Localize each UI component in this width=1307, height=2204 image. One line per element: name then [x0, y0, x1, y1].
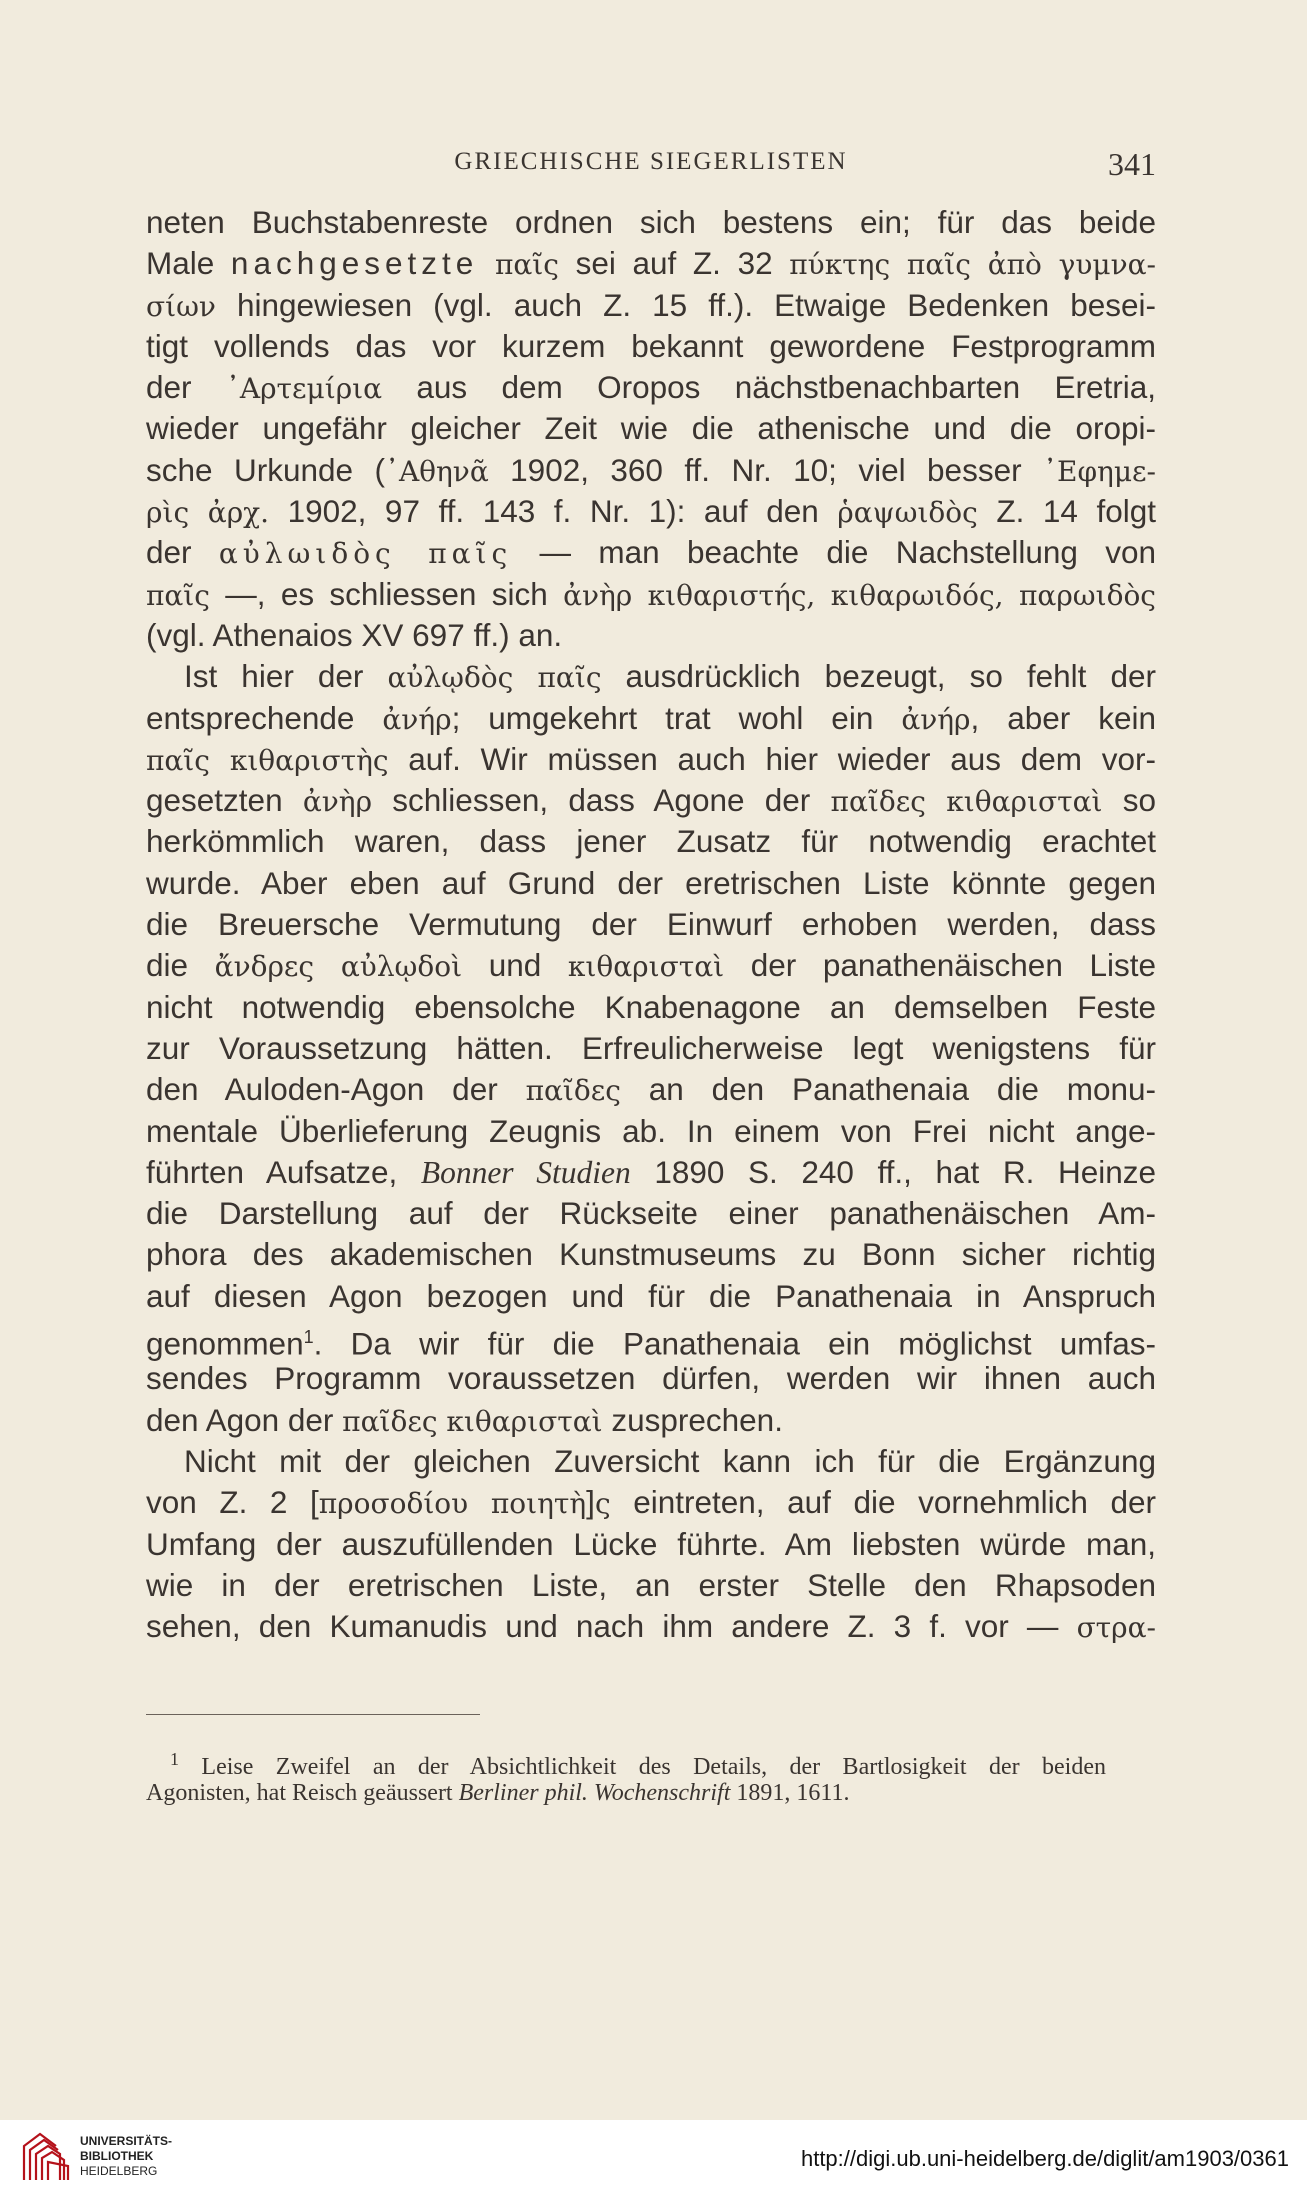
- text-line: Umfang der auszufüllenden Lücke führte. Am liebsten würde man,: [146, 1525, 1156, 1562]
- text-line: genommen$^1$. Da wir für die Panathenaia ein möglichst umfas-: [146, 1325, 1156, 1362]
- text-line: wieder ungefähr gleicher Zeit wie die athenische und die oropi-: [146, 410, 1156, 447]
- footnote-line: Agonisten, hat Reisch geäussert Berliner phil. Wochenschrift 1891, 1611.: [146, 1780, 850, 1806]
- text-line: führten Aufsatze, Bonner Studien 1890 S. 240 ff., hat R. Heinze: [146, 1153, 1157, 1190]
- text-line: entsprechende ἀνήρ; umgekehrt trat wohl ein ἀνήρ, aber kein: [146, 699, 1157, 736]
- text-line: wurde. Aber eben auf Grund der eretrischen Liste könnte gegen: [146, 864, 1156, 901]
- text-line: sehen, den Kumanudis und nach ihm andere Z. 3 f. vor — στρα-: [146, 1608, 1156, 1645]
- text-line: παῖς κιθαριστὴς auf. Wir müssen auch hier wieder aus dem vor-: [146, 740, 1156, 777]
- text-line: Ist hier der αὐλῳδὸς παῖς ausdrücklich bezeugt, so fehlt der: [184, 658, 1156, 695]
- text-line: παῖς —, es schliessen sich ἀνὴρ κιθαριστής, κιθαρωιδός, παρωιδὸς: [146, 575, 1156, 612]
- text-line: sche Urkunde (᾿Αθηνᾶ 1902, 360 ff. Nr. 10; viel besser ᾿Εφημε-: [146, 451, 1156, 488]
- university-library-logo[interactable]: [18, 2130, 173, 2190]
- text-line: (vgl. Athenaios XV 697 ff.) an.: [146, 616, 563, 653]
- page-header: [146, 148, 1156, 188]
- text-line: die Darstellung auf der Rückseite einer panathenäischen Am-: [146, 1195, 1156, 1232]
- text-line: ρὶς ἀρχ. 1902, 97 ff. 143 f. Nr. 1): auf den ῥαψωιδὸς Z. 14 folgt: [146, 493, 1156, 530]
- text-line: sendes Programm voraussetzen dürfen, werden wir ihnen auch: [146, 1360, 1156, 1397]
- footnote: [146, 1742, 1106, 1810]
- footnote-reference: 1: [303, 1327, 314, 1348]
- source-url-link[interactable]: http://digi.ub.uni-heidelberg.de/diglit/am1903/0361: [800, 2146, 1289, 2171]
- text-line: σίων hingewiesen (vgl. auch Z. 15 ff.). Etwaige Bedenken besei-: [146, 286, 1156, 323]
- text-line: tigt vollends das vor kurzem bekannt gewordene Festprogramm: [146, 327, 1156, 364]
- footnote-divider: [146, 1714, 480, 1715]
- text-line: Male nachgesetzte παῖς sei auf Z. 32 πύκτης παῖς ἀπὸ γυμνα-: [146, 245, 1156, 282]
- text-line: nicht notwendig ebensolche Knabenagone an demselben Feste: [146, 988, 1156, 1025]
- text-line: herkömmlich waren, dass jener Zusatz für notwendig erachtet: [146, 823, 1156, 860]
- footnote-line: $^1$ Leise Zweifel an der Absichtlichkeit des Details, der Bartlosigkeit der beiden: [170, 1749, 1106, 1780]
- logo-wordmark: UNIVERSITÄTS- BIBLIOTHEK HEIDELBERG: [80, 2134, 173, 2178]
- text-line: auf diesen Agon bezogen und für die Panathenaia in Anspruch: [146, 1277, 1156, 1314]
- text-line: phora des akademischen Kunstmuseums zu Bonn sicher richtig: [146, 1236, 1156, 1273]
- library-emblem-icon: [18, 2130, 74, 2186]
- page-number: 341: [1108, 146, 1156, 182]
- text-line: von Z. 2 [προσοδίου ποιητὴ]ς eintreten, auf die vornehmlich der: [146, 1484, 1156, 1521]
- text-line: neten Buchstabenreste ordnen sich bestens ein; für das beide: [146, 204, 1156, 240]
- text-line: wie in der eretrischen Liste, an erster Stelle den Rhapsoden: [146, 1566, 1156, 1603]
- text-line: den Agon der παῖδες κιθαρισταὶ zusprechen.: [146, 1401, 783, 1438]
- text-line: den Auloden-Agon der παῖδες an den Panathenaia die monu-: [146, 1071, 1156, 1108]
- body-text: [146, 202, 1156, 1647]
- footnote-mark: 1: [170, 1749, 179, 1769]
- text-line: Nicht mit der gleichen Zuversicht kann ich für die Ergänzung: [184, 1442, 1156, 1479]
- text-line: die ἄνδρες αὐλῳδοὶ und κιθαρισταὶ der panathenäischen Liste: [146, 947, 1156, 984]
- text-line: der αὐλωιδὸς παῖς — man beachte die Nachstellung von: [146, 534, 1156, 571]
- text-line: mentale Überlieferung Zeugnis ab. In einem von Frei nicht ange-: [146, 1112, 1156, 1149]
- text-line: die Breuersche Vermutung der Einwurf erhoben werden, dass: [146, 906, 1156, 943]
- text-line: gesetzten ἀνὴρ schliessen, dass Agone der παῖδες κιθαρισταὶ so: [146, 782, 1156, 819]
- text-line: zur Voraussetzung hätten. Erfreulicherweise legt wenigstens für: [146, 1029, 1156, 1066]
- running-head: GRIECHISCHE SIEGERLISTEN: [454, 148, 848, 175]
- text-line: der ᾿Αρτεμίρια aus dem Oropos nächstbenachbarten Eretria,: [146, 369, 1157, 406]
